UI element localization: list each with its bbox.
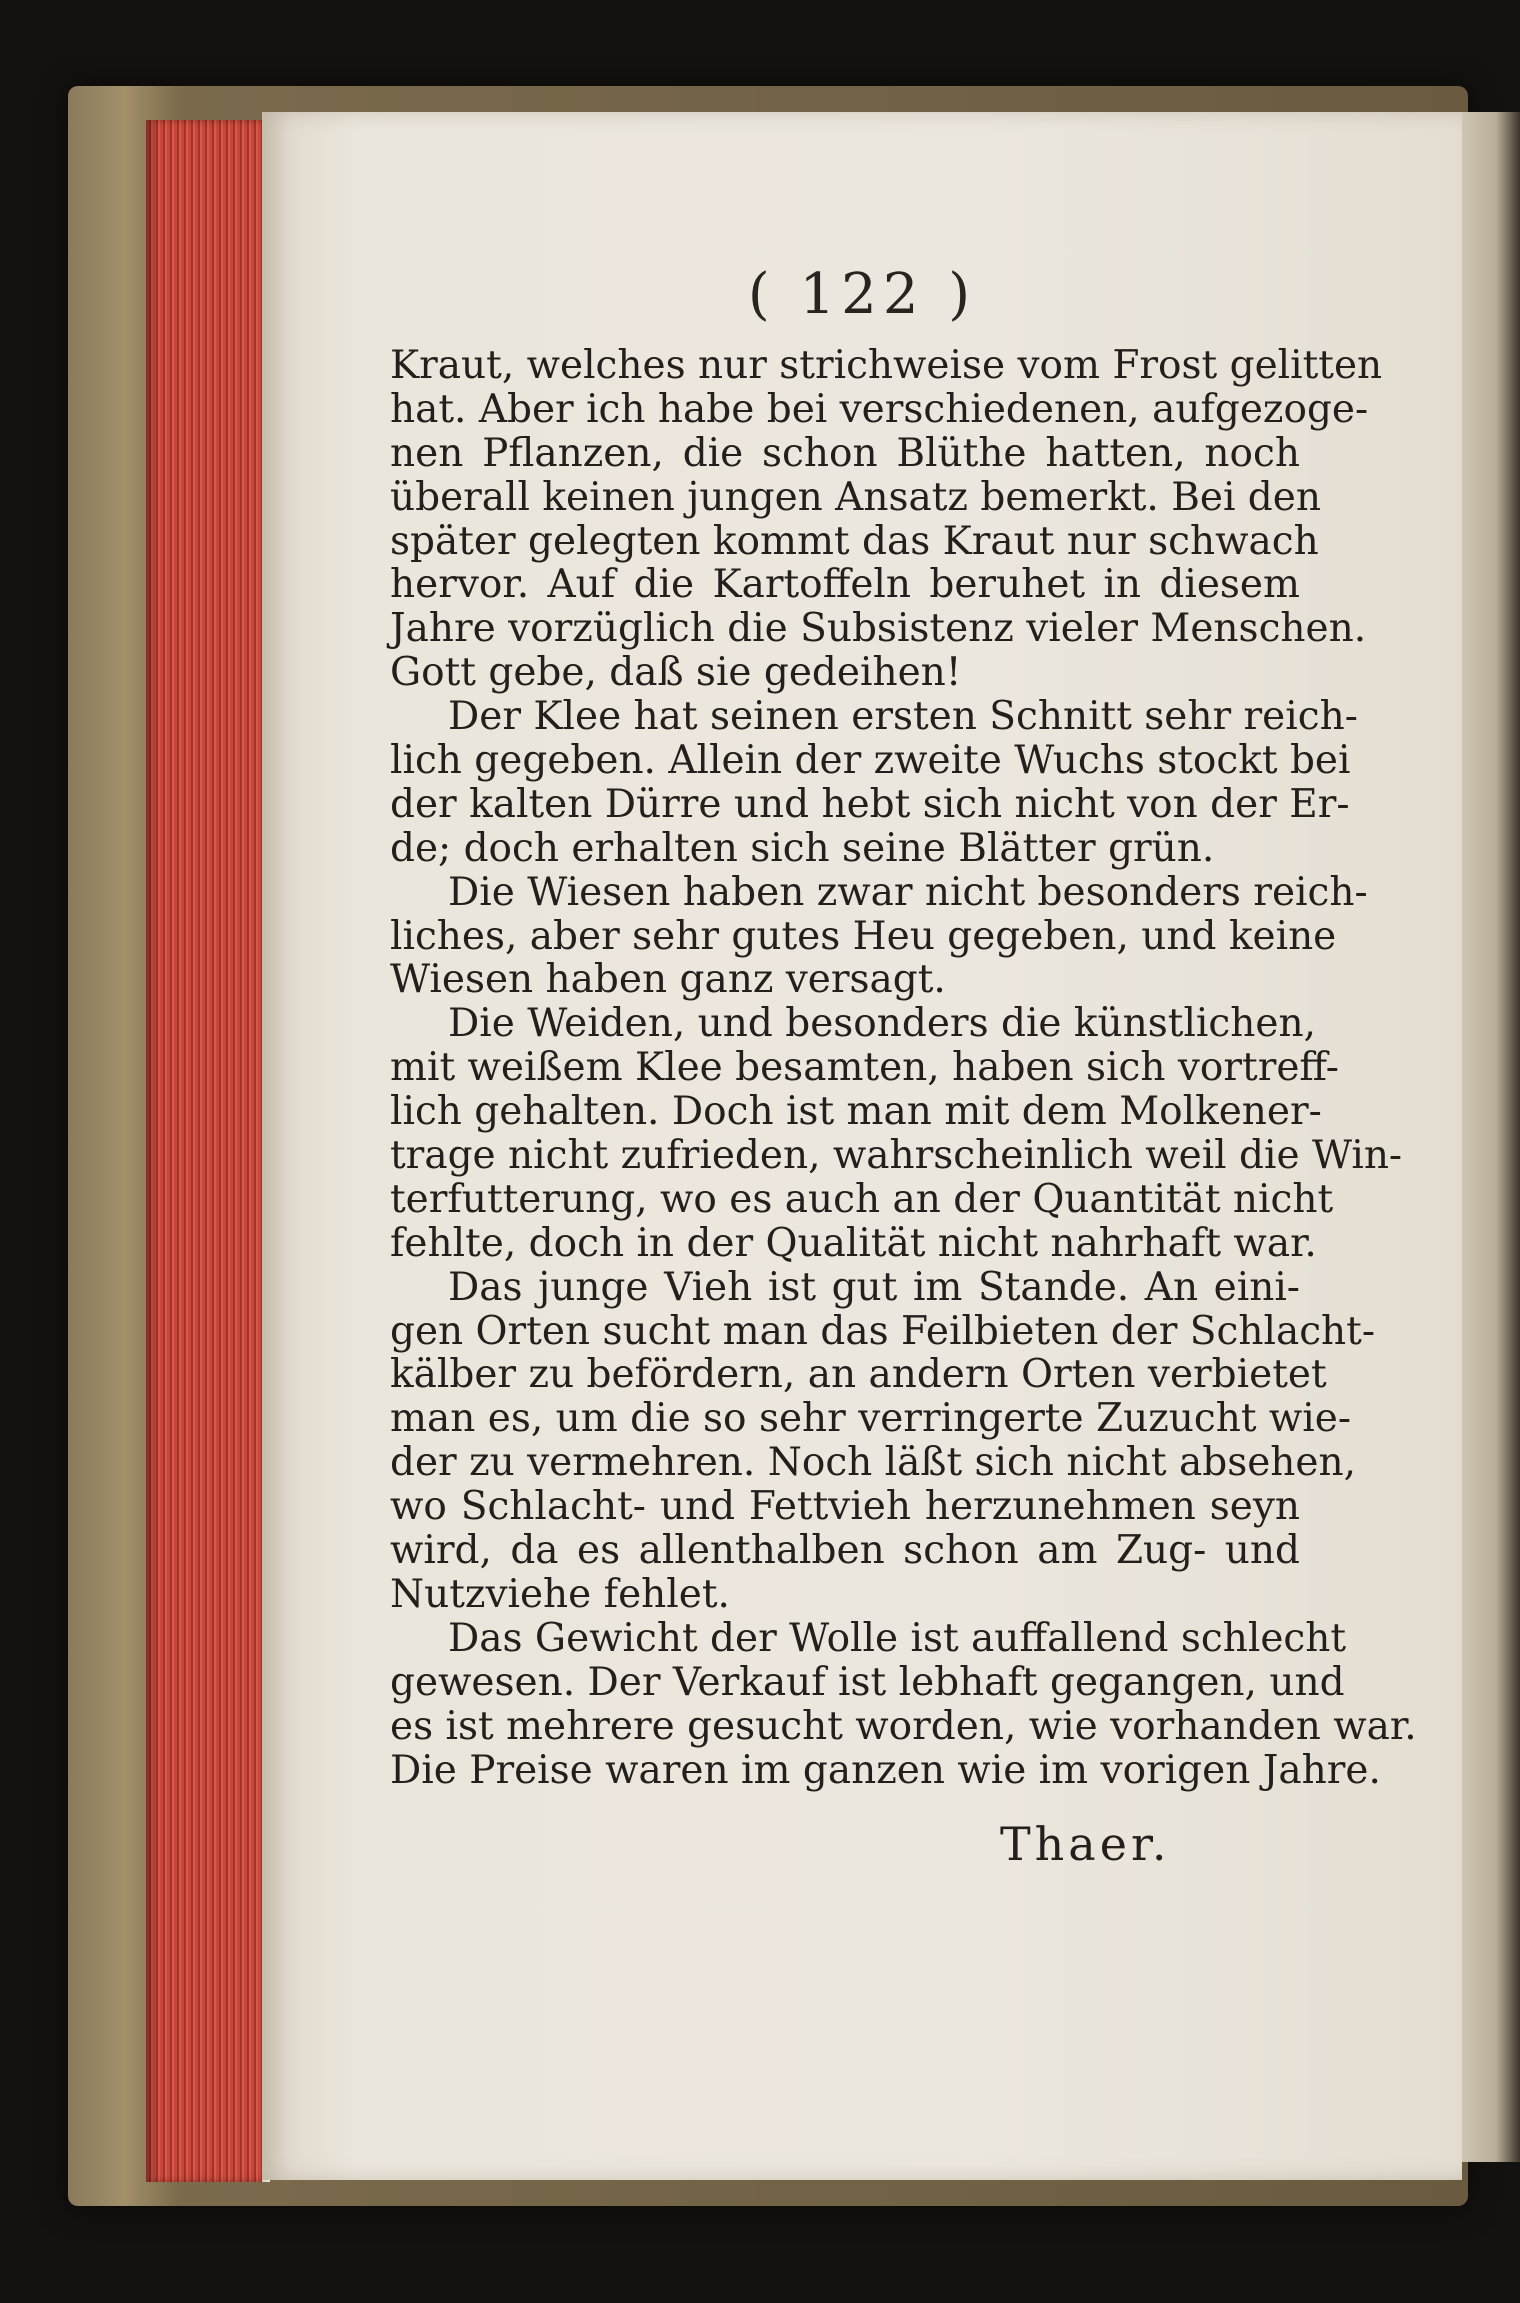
text-line: Die Wiesen haben zwar nicht besonders reich- [448,869,1368,915]
text-line: wird, da es allenthalben schon am Zug- und [390,1528,1300,1574]
text-line: der zu vermehren. Noch läßt sich nicht absehen, [390,1440,1357,1486]
text-line: überall keinen jungen Ansatz bemerkt. Bei den [390,474,1321,520]
text-line: der kalten Dürre und hebt sich nicht von der Er- [390,781,1350,827]
text-line: man es, um die so sehr verringerte Zuzucht wie- [390,1396,1352,1442]
text-line: kälber zu befördern, an andern Orten verbietet [390,1352,1327,1398]
facing-page-edge [1460,112,1520,2162]
text-line: Das junge Vieh ist gut im Stande. An eini- [448,1264,1300,1310]
text-line: liches, aber sehr gutes Heu gegeben, und keine [390,913,1337,959]
text-line: de; doch erhalten sich seine Blätter grün. [390,825,1215,871]
text-line: Kraut, welches nur strichweise vom Frost gelitten [390,343,1383,388]
text-line: lich gehalten. Doch ist man mit dem Molkener- [390,1089,1322,1135]
text-line: Jahre vorzüglich die Subsistenz vieler Menschen. [390,606,1367,652]
text-line: Die Weiden, und besonders die künstlichen, [448,1001,1316,1047]
text-line: fehlte, doch in der Qualität nicht nahrhaft war. [390,1220,1317,1266]
author-signature: Thaer. [1000,1817,1171,1871]
text-line: gen Orten sucht man das Feilbieten der Schlacht- [390,1308,1376,1354]
text-line: später gelegten kommt das Kraut nur schwach [390,518,1319,564]
text-line: trage nicht zufrieden, wahrscheinlich weil die Win- [390,1133,1403,1179]
text-line: hervor. Auf die Kartoffeln beruhet in diesem [390,562,1300,608]
text-line: es ist mehrere gesucht worden, wie vorhanden war. [390,1703,1417,1749]
text-line: mit weißem Klee besamten, haben sich vortreff- [390,1045,1339,1091]
red-page-edges [146,120,270,2182]
body-text [390,343,1417,1793]
text-line: Wiesen haben ganz versagt. [390,957,946,1003]
text-line: hat. Aber ich habe bei verschiedenen, aufgezoge- [390,386,1369,432]
text-line: Die Preise waren im ganzen wie im vorigen Jahre. [390,1747,1381,1793]
text-line: Das Gewicht der Wolle ist auffallend schlecht [448,1615,1347,1661]
text-line: wo Schlacht- und Fettvieh herzunehmen seyn [390,1484,1300,1530]
text-line: lich gegeben. Allein der zweite Wuchs stockt bei [390,738,1351,784]
text-line: nen Pflanzen, die schon Blüthe hatten, noch [390,430,1300,476]
text-line: Nutzviehe fehlet. [390,1571,730,1617]
page-number: ( 122 ) [747,262,977,327]
text-line: Gott gebe, daß sie gedeihen! [390,650,962,696]
text-line: gewesen. Der Verkauf ist lebhaft gegangen, und [390,1659,1345,1705]
text-line: terfutterung, wo es auch an der Quantität nicht [390,1176,1334,1222]
book-page [262,112,1462,2180]
text-line: Der Klee hat seinen ersten Schnitt sehr reich- [448,694,1358,740]
